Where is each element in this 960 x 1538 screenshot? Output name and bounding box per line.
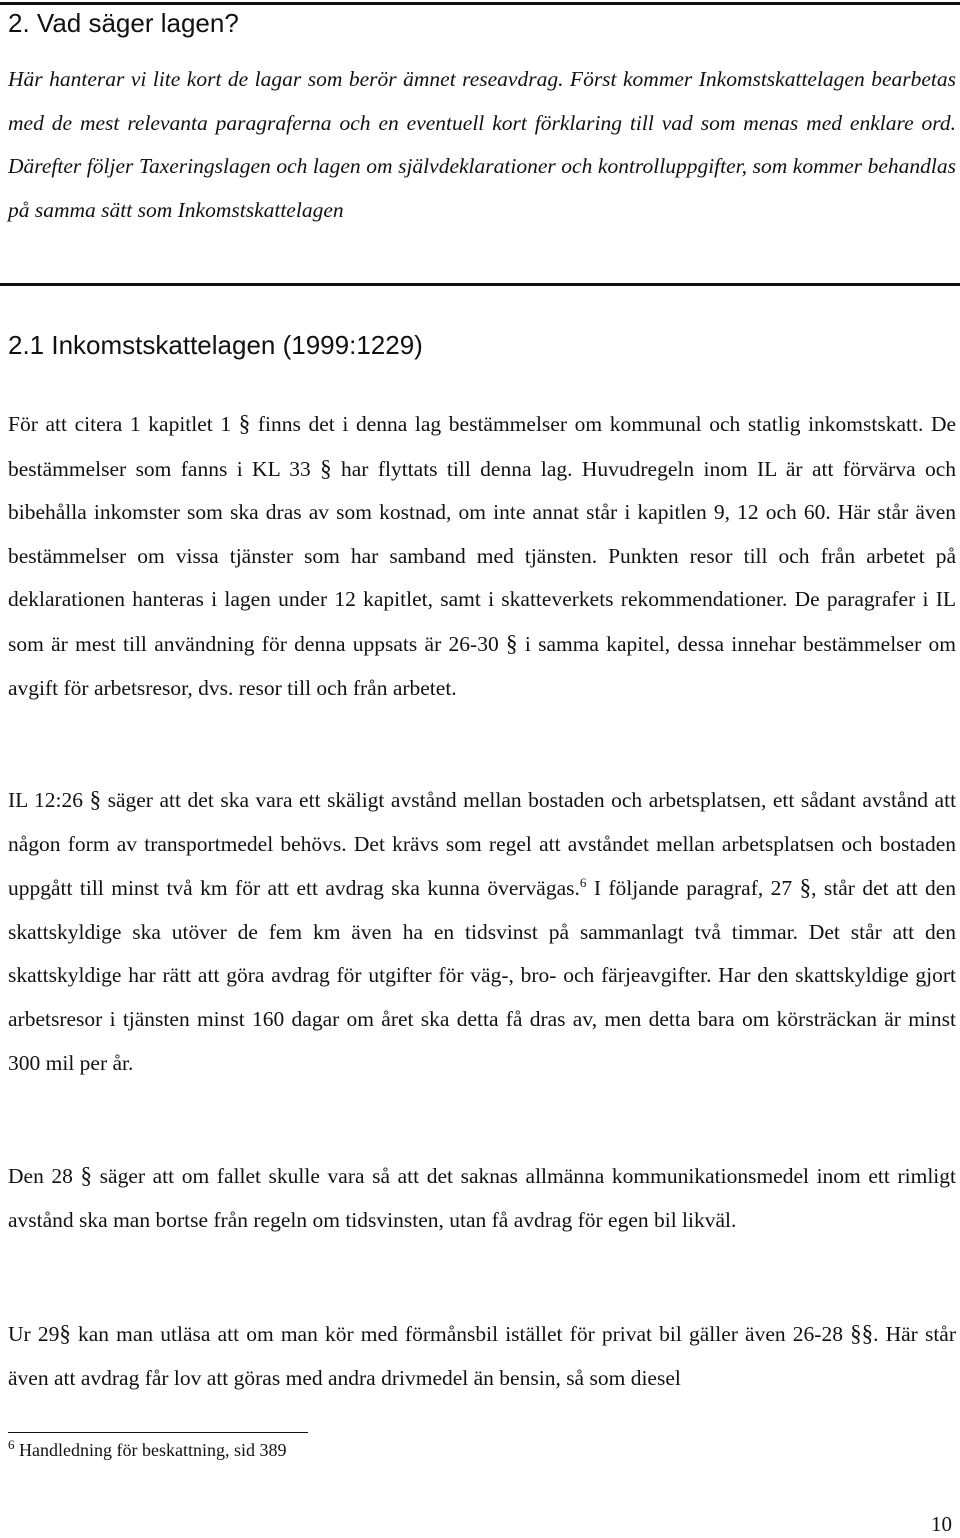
- text-segment: , står det att den skattskyldige ska utöver de fem km även ha en tidsvinst på sammanlagt två timmar. Det står att den skattskyldige har rätt att göra avdrag för utgifter för väg-, bro- och färjeavgifter. Har den skattskyldige gjort arbetsresor i tjänsten minst 160 dagar om året ska detta få dras av, men detta bara om körsträckan är minst 300 mil per år.: [8, 876, 957, 1075]
- text-segment: säger att om fallet skulle vara så att det saknas allmänna kommunikationsmedel inom ett rimligt avstånd ska man bortse från regeln om tidsvinsten, utan få avdrag för egen bil likväl.: [8, 1164, 957, 1232]
- section-divider: [0, 283, 960, 286]
- paragraph-29: [8, 1312, 956, 1400]
- paragraph-28: [8, 1154, 956, 1242]
- paragraph-chapter-overview: [8, 402, 956, 710]
- section-symbol: §: [238, 411, 251, 436]
- page-number: 10: [931, 1512, 952, 1536]
- footnote-text: Handledning för beskattning, sid 389: [19, 1440, 287, 1460]
- subsection-heading: 2.1 Inkomstskattelagen (1999:1229): [8, 330, 423, 360]
- text-segment: kan man utläsa att om man kör med förmånsbil istället för privat bil gäller även 26-28: [77, 1322, 843, 1346]
- section-symbol: §: [506, 630, 518, 656]
- text-segment: IL 12:26: [8, 788, 84, 812]
- section-symbol: §: [850, 1321, 862, 1346]
- text-segment: har flyttats till denna lag. Huvudregeln inom IL är att förvärva och bibehålla inkomster som ska dras av som kostnad, om inte annat står i kapitlen 9, 12 och 60. Här står även bestämmelser om vissa tjänster som har samband med tjänsten. Punkten resor till och från arbetet på deklarationen hanteras i lagen under 12 kapitlet, samt i skatteverkets rekommendationer. De paragrafer i IL som är mest till användning för denna uppsats är 26-30: [8, 456, 957, 656]
- text-segment: . Här står även att avdrag får lov att göras med andra drivmedel än bensin, så som diesel: [8, 1322, 957, 1390]
- paragraph-il-12-26: [8, 778, 956, 1085]
- section-symbol: §: [320, 455, 332, 481]
- footnote-reference[interactable]: 6: [579, 875, 587, 891]
- section-symbol: §: [89, 787, 102, 812]
- text-segment: I följande paragraf, 27: [593, 876, 793, 901]
- top-rule: [0, 2, 960, 5]
- section-symbol: §: [80, 1163, 93, 1188]
- section-symbol: §: [799, 875, 812, 901]
- section-symbol: §: [861, 1321, 874, 1346]
- section-heading: 2. Vad säger lagen?: [8, 8, 239, 38]
- footnote-separator: [8, 1432, 308, 1433]
- text-segment: För att citera 1 kapitlet 1: [8, 412, 232, 436]
- footnote: [8, 1437, 287, 1461]
- section-symbol: §: [59, 1321, 71, 1346]
- footnote-number: 6: [8, 1437, 15, 1452]
- text-segment: Ur 29: [8, 1322, 60, 1346]
- text-segment: finns det i denna lag bestämmelser om kommunal och statlig inkomstskatt. De bestämmelser som fanns i KL 33: [8, 412, 957, 481]
- text-segment: i samma kapitel, dessa innehar bestämmelser om avgift för arbetsresor, dvs. resor till och från arbetet.: [8, 631, 957, 700]
- text-segment: Den 28: [8, 1164, 73, 1188]
- intro-paragraph: Här hanterar vi lite kort de lagar som berör ämnet reseavdrag. Först kommer Inkomstskattelagen bearbetas med de mest relevanta paragraferna och en eventuell kort förklaring till vad som menas med enklare ord. Därefter följer Taxeringslagen och lagen om självdeklarationer och kontrolluppgifter, som kommer behandlas på samma sätt som Inkomstskattelagen: [8, 67, 956, 222]
- text-segment: säger att det ska vara ett skäligt avstånd mellan bostaden och arbetsplatsen, ett sådant avstånd att någon form av transportmedel behövs. Det krävs som regel att avståndet mellan arbetsplatsen och bostaden uppgått till minst två km för att ett avdrag ska kunna övervägas.: [8, 788, 957, 901]
